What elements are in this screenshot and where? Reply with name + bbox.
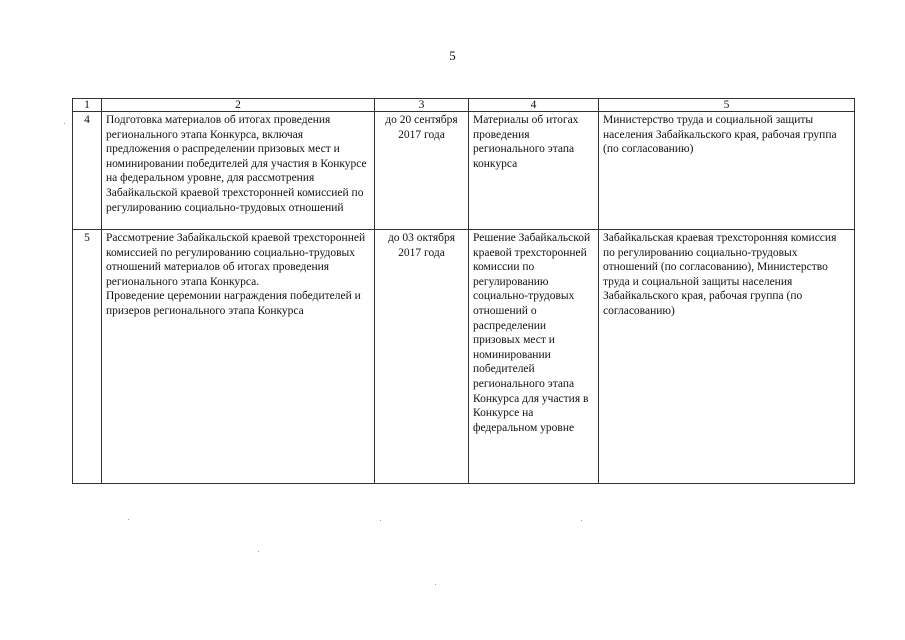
scan-speck — [380, 520, 381, 521]
result-cell: Решение Забайкальской краевой трехсторонней комиссии по регулированию социально-трудовых отношений о распределении призовых мест и номинировании победителей регионального этапа Конкурса для участия в Конкурсе на федеральном уровне — [469, 230, 599, 484]
table-header-row — [73, 99, 855, 112]
deadline-cell: до 03 октября 2017 года — [375, 230, 469, 484]
result-cell: Материалы об итогах проведения регионального этапа конкурса — [469, 112, 599, 230]
scan-speck — [435, 584, 436, 585]
activity-text: Подготовка материалов об итогах проведения регионального этапа Конкурса, включая предложения о распределении призовых мест и номинировании победителей для участия в Конкурсе на федеральном уровне, для рассмотрения Забайкальской краевой трехсторонней комиссией по регулированию социально-трудовых отношений — [106, 114, 367, 214]
activity-cell — [102, 230, 375, 484]
activity-text: Проведение церемонии награждения победителей и призеров регионального этапа Конкурса — [106, 290, 361, 317]
header-cell-3: 3 — [375, 99, 469, 112]
responsible-cell: Министерство труда и социальной защиты населения Забайкальского края, рабочая группа (по согласованию) — [599, 112, 855, 230]
deadline-cell: до 20 сентября 2017 года — [375, 112, 469, 230]
scan-speck — [128, 519, 129, 520]
scan-speck — [258, 551, 259, 552]
table-row — [73, 112, 855, 230]
row-number: 4 — [73, 112, 102, 230]
scan-speck — [581, 520, 582, 521]
header-cell-5: 5 — [599, 99, 855, 112]
header-cell-2: 2 — [102, 99, 375, 112]
row-number: 5 — [73, 230, 102, 484]
header-cell-1: 1 — [73, 99, 102, 112]
responsible-cell: Забайкальская краевая трехсторонняя комиссия по регулированию социально-трудовых отношений (по согласованию), Министерство труда и социальной защиты населения Забайкальского края, рабочая группа (по согласованию) — [599, 230, 855, 484]
scan-speck — [64, 123, 65, 124]
activity-cell — [102, 112, 375, 230]
plan-table — [72, 98, 855, 484]
table-row — [73, 230, 855, 484]
header-cell-4: 4 — [469, 99, 599, 112]
page-number: 5 — [449, 48, 456, 63]
activity-text: Рассмотрение Забайкальской краевой трехсторонней комиссией по регулированию социально-трудовых отношений материалов об итогах проведения регионального этапа Конкурса. — [106, 232, 366, 288]
